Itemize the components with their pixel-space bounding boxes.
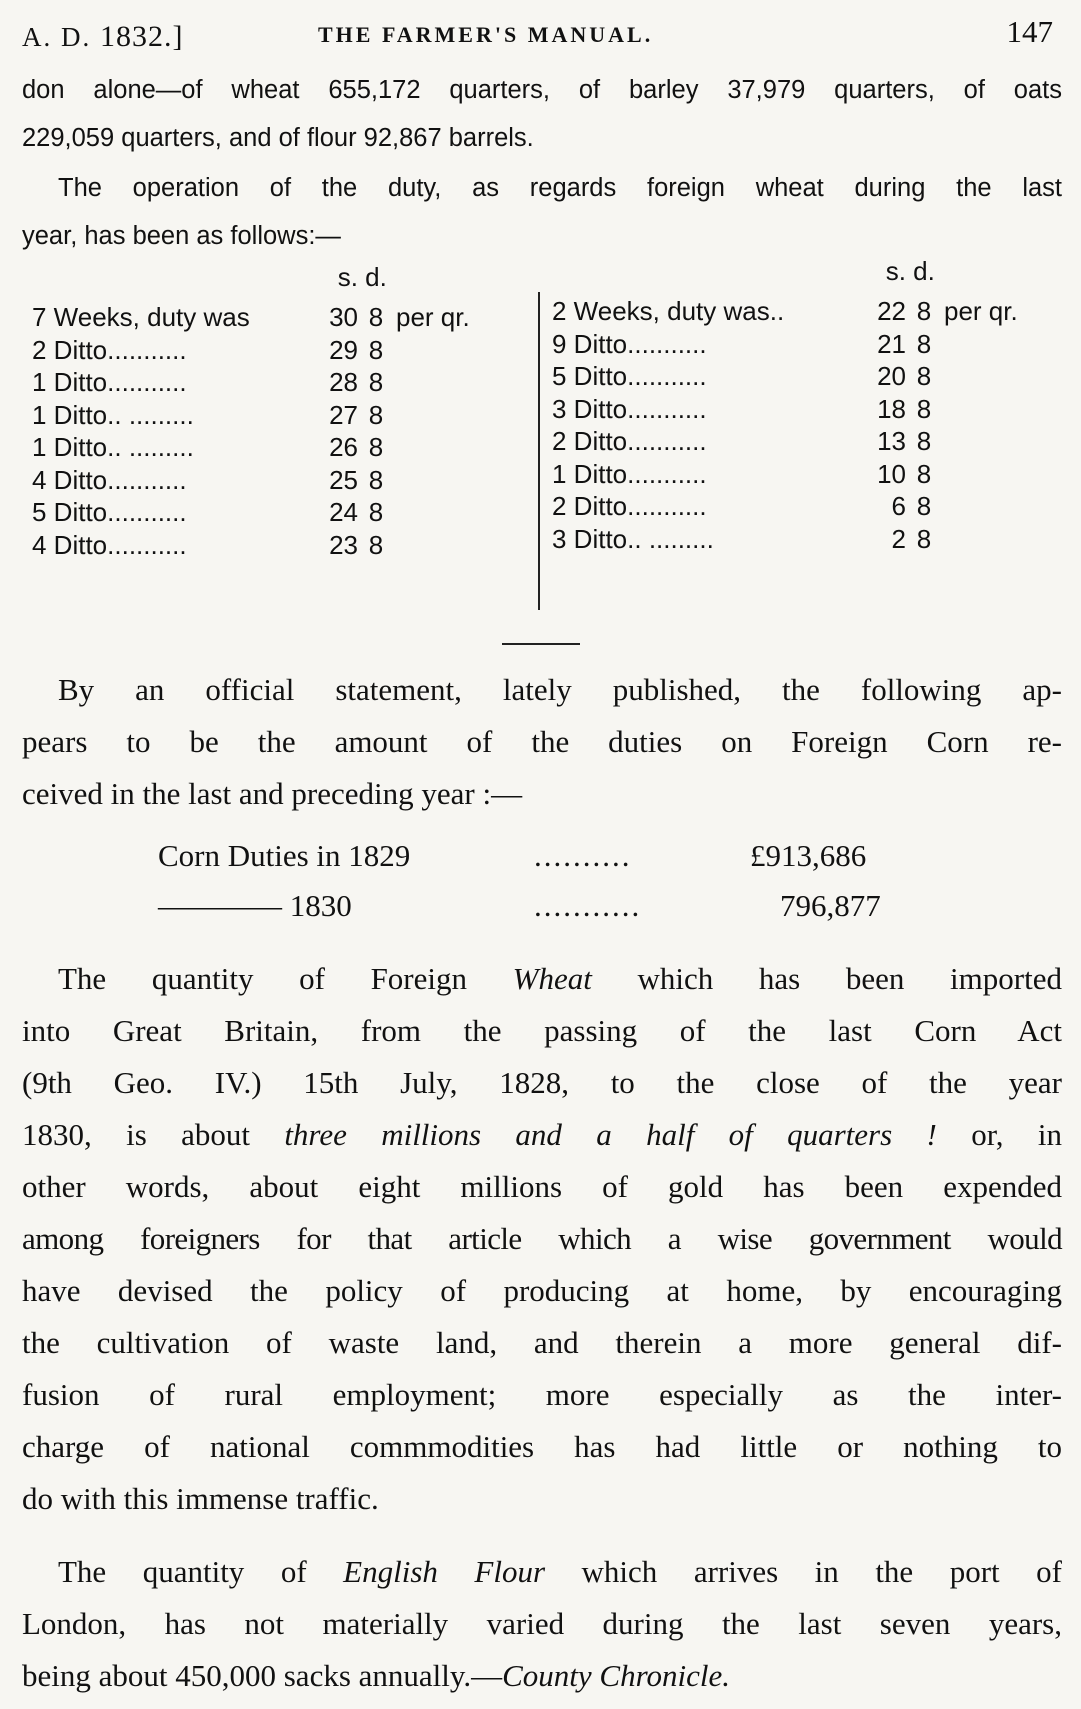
text-line: the cultivation of waste land, and therein a more general dif- — [22, 1325, 1062, 1360]
page-number: 147 — [1006, 14, 1053, 49]
text-line: do with this immense traffic. — [22, 1481, 379, 1516]
col-header-shillings: s. — [337, 262, 358, 292]
text-line: 229,059 quarters, and of flour 92,867 barrels. — [22, 124, 534, 152]
paragraph-english-flour — [22, 1546, 1062, 1702]
text-line: The quantity of Foreign Wheat which has been imported — [58, 961, 1062, 996]
table-column-divider — [538, 292, 540, 610]
duties-amount: 796,877 — [780, 888, 881, 923]
text-line: (9th Geo. IV.) 15th July, 1828, to the close of the year — [22, 1065, 1062, 1100]
col-header-pence: d. — [365, 262, 387, 292]
header-prefix: A. D. — [22, 22, 92, 52]
text-line: year, has been as follows:— — [22, 222, 341, 250]
duty-table-right: s. d. 2 Weeks, duty was.. 22 8 per qr. 9 Ditto........... 21 8 5 Ditto........... 20 8 3 Ditto........... 18 8 2 Ditto........... 13 8 1 Ditto........... 10 8 2 Ditto........... 6 8 3 Ditto.. ......... 2 8 — [552, 256, 1018, 554]
paragraph-official-statement — [22, 664, 1062, 820]
text-line: charge of national commmodities has had little or nothing to — [22, 1429, 1062, 1464]
paragraph-duty-intro — [22, 164, 1062, 260]
text-line: ceived in the last and preceding year :— — [22, 776, 523, 811]
unit-label: per qr. — [944, 296, 1018, 326]
text-line: 1830, is about three millions and a half of quarters ! or, in — [22, 1117, 1062, 1152]
section-divider — [502, 643, 580, 645]
col-header-shillings: s. — [885, 256, 906, 286]
text-line: into Great Britain, from the passing of the last Corn Act — [22, 1013, 1062, 1048]
text-line: have devised the policy of producing at home, by encouraging — [22, 1273, 1062, 1308]
text-line: London, has not materially varied during the last seven years, — [22, 1606, 1062, 1641]
header-year: 1832.] — [100, 20, 184, 53]
running-header-date — [22, 20, 184, 54]
leader-dots: .......... — [534, 838, 632, 873]
emphasis: Wheat — [512, 961, 592, 996]
text-line: The operation of the duty, as regards foreign wheat during the last — [58, 174, 1062, 202]
emphasis: English Flour — [343, 1554, 546, 1589]
duty-table-left: s. d. 7 Weeks, duty was 30 8 per qr. 2 Ditto........... 29 8 1 Ditto........... 28 8 1 Ditto.. ......... 27 8 1 Ditto.. ......... 26 8 4 Ditto........... 25 8 5 Ditto........... 24 8 4 Ditto........... 23 8 — [32, 262, 470, 560]
duties-label: ———— 1830 — [158, 888, 352, 923]
emphasis: three millions and a half of quarters ! — [284, 1117, 937, 1152]
duties-amount: £913,686 — [750, 838, 867, 873]
text-line: other words, about eight millions of gold has been expended — [22, 1169, 1062, 1204]
text-line: among foreigners for that article which a wise government would — [22, 1221, 1062, 1256]
col-header-pence: d. — [913, 256, 935, 286]
paragraph-wheat-imports — [22, 953, 1062, 1525]
duties-label: Corn Duties in 1829 — [158, 838, 411, 873]
text-line: The quantity of English Flour which arrives in the port of — [58, 1554, 1062, 1589]
text-line: pears to be the amount of the duties on Foreign Corn re- — [22, 724, 1062, 759]
leader-dots: ........... — [534, 888, 642, 923]
text-line: being about 450,000 sacks annually.—County Chronicle. — [22, 1658, 731, 1693]
text-line: don alone—of wheat 655,172 quarters, of barley 37,979 quarters, of oats — [22, 76, 1062, 104]
running-header-title: THE FARMER'S MANUAL. — [318, 22, 654, 47]
unit-label: per qr. — [396, 302, 470, 332]
paragraph-grain-imports — [22, 66, 1062, 162]
text-line: fusion of rural employment; more especially as the inter- — [22, 1377, 1062, 1412]
source-citation: County Chronicle. — [502, 1658, 731, 1693]
text-line: By an official statement, lately published, the following ap- — [58, 672, 1062, 707]
